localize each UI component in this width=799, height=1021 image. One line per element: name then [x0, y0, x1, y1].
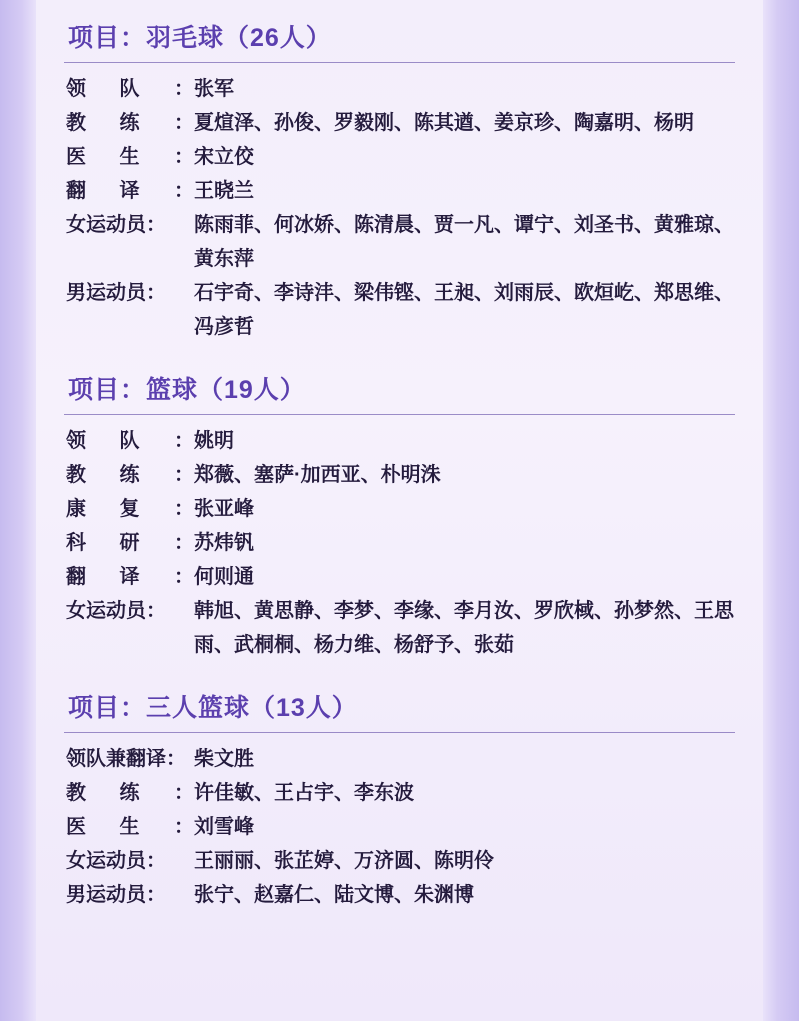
- roster-row: [64, 208, 735, 276]
- role-members: 张宁、赵嘉仁、陆文博、朱渊博: [194, 884, 474, 906]
- role-label: 男运动员：: [66, 884, 166, 906]
- roster-section: [64, 370, 735, 662]
- role-label: 男运动员：: [66, 282, 166, 304]
- role-label: 科 研 ：: [66, 532, 194, 554]
- role-label: 女运动员：: [66, 600, 166, 622]
- role-label: 领 队 ：: [66, 430, 194, 452]
- role-members: 王晓兰: [194, 180, 254, 202]
- right-page-edge: [763, 0, 799, 1021]
- roster-row: [64, 776, 735, 810]
- section-title: 项目：三人篮球（13人）: [68, 694, 358, 722]
- sections-container: [64, 18, 735, 912]
- role-members: 陈雨菲、何冰娇、陈清晨、贾一凡、谭宁、刘圣书、黄雅琼、黄东萍: [194, 214, 734, 270]
- role-members: 王丽丽、张芷婷、万济圆、陈明伶: [194, 850, 494, 872]
- role-members: 苏炜钒: [194, 532, 254, 554]
- role-label: 领队兼翻译：: [66, 748, 186, 770]
- role-members: 刘雪峰: [194, 816, 254, 838]
- role-members: 张军: [194, 78, 234, 100]
- roster-section: [64, 18, 735, 344]
- role-members: 何则通: [194, 566, 254, 588]
- roster-row: [64, 844, 735, 878]
- role-label: 翻 译 ：: [66, 566, 194, 588]
- roster-row: [64, 492, 735, 526]
- role-members: 夏煊泽、孙俊、罗毅刚、陈其遒、姜京珍、陶嘉明、杨明: [194, 112, 694, 134]
- roster-row: [64, 742, 735, 776]
- roster-row: [64, 276, 735, 344]
- section-divider: [64, 732, 735, 733]
- roster-row: [64, 594, 735, 662]
- role-label: 医 生 ：: [66, 146, 194, 168]
- roster-row: [64, 424, 735, 458]
- role-label: 翻 译 ：: [66, 180, 194, 202]
- role-label: 女运动员：: [66, 214, 166, 236]
- role-members: 郑薇、塞萨·加西亚、朴明洙: [194, 464, 441, 486]
- left-page-edge: [0, 0, 36, 1021]
- roster-row: [64, 458, 735, 492]
- role-label: 医 生 ：: [66, 816, 194, 838]
- roster-row: [64, 560, 735, 594]
- role-members: 柴文胜: [194, 748, 254, 770]
- roster-row: [64, 174, 735, 208]
- role-members: 石宇奇、李诗沣、梁伟铿、王昶、刘雨辰、欧烜屹、郑思维、冯彦哲: [194, 282, 734, 338]
- section-title: 项目：篮球（19人）: [68, 376, 306, 404]
- role-members: 韩旭、黄思静、李梦、李缘、李月汝、罗欣棫、孙梦然、王思雨、武桐桐、杨力维、杨舒予、张茹: [194, 600, 734, 656]
- role-label: 教 练 ：: [66, 464, 194, 486]
- role-members: 姚明: [194, 430, 234, 452]
- role-label: 女运动员：: [66, 850, 166, 872]
- roster-row: [64, 140, 735, 174]
- section-divider: [64, 62, 735, 63]
- roster-row: [64, 106, 735, 140]
- role-members: 许佳敏、王占宇、李东波: [194, 782, 414, 804]
- role-label: 康 复 ：: [66, 498, 194, 520]
- roster-row: [64, 526, 735, 560]
- section-title: 项目：羽毛球（26人）: [68, 24, 332, 52]
- section-divider: [64, 414, 735, 415]
- roster-page: [36, 0, 763, 1021]
- roster-row: [64, 72, 735, 106]
- roster-row: [64, 810, 735, 844]
- roster-section: [64, 688, 735, 912]
- role-label: 教 练 ：: [66, 112, 194, 134]
- role-label: 领 队 ：: [66, 78, 194, 100]
- roster-row: [64, 878, 735, 912]
- role-label: 教 练 ：: [66, 782, 194, 804]
- role-members: 宋立佼: [194, 146, 254, 168]
- role-members: 张亚峰: [194, 498, 254, 520]
